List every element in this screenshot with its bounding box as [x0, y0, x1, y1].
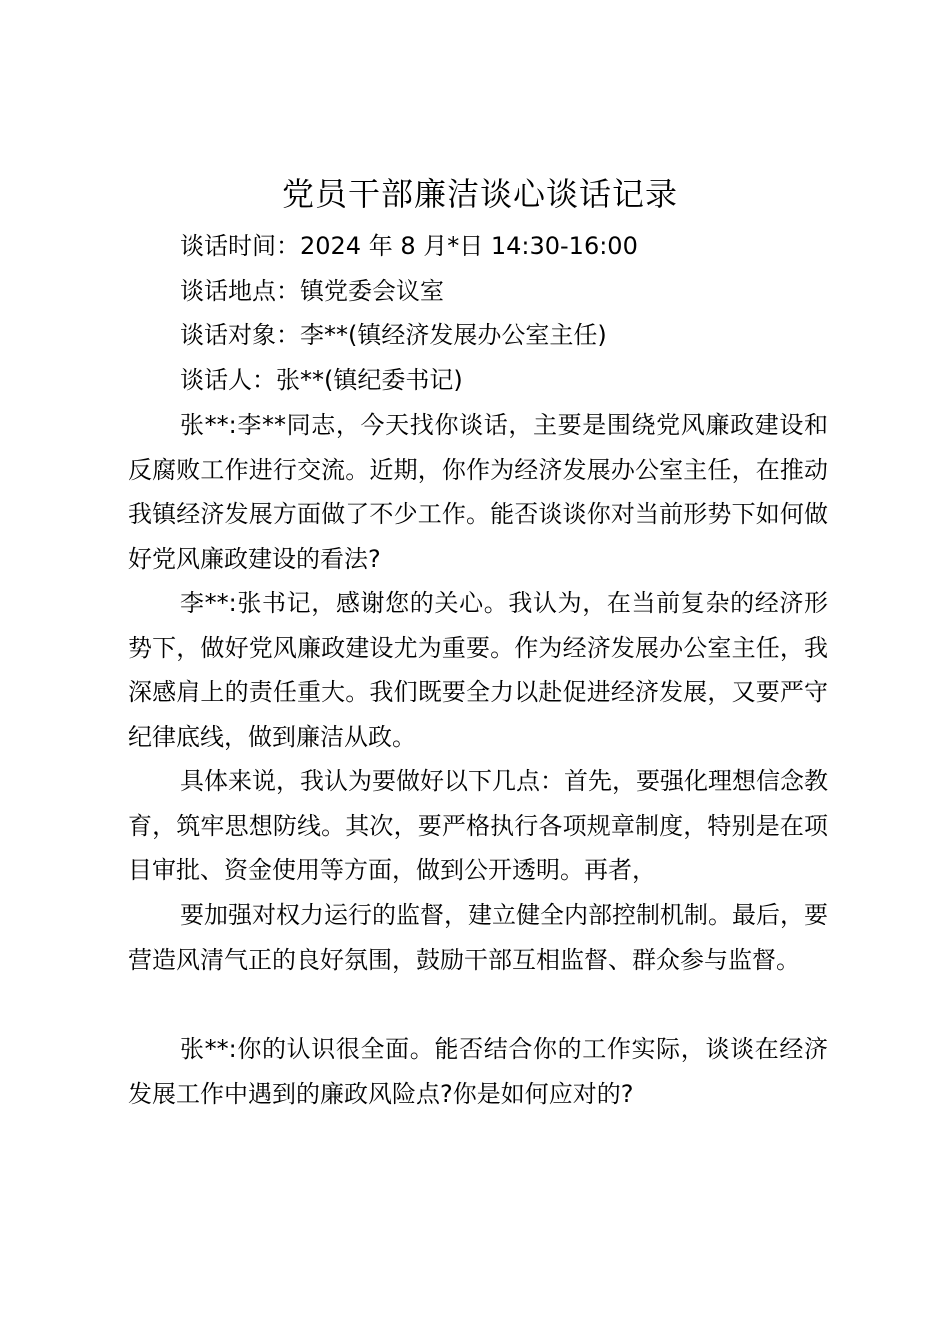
paragraph-follow-up-question: 张**:你的认识很全面。能否结合你的工作实际，谈谈在经济发展工作中遇到的廉政风险点?你是如何应对的? [128, 1035, 828, 1108]
document-title: 党员干部廉洁谈心谈话记录 [281, 175, 678, 213]
paragraph-measures-continued: 要加强对权力运行的监督，建立健全内部控制机制。最后，要营造风清气正的良好氛围，鼓励干部互相监督、群众参与监督。 [128, 901, 828, 974]
paragraph-measures: 具体来说，我认为要做好以下几点：首先，要强化理想信念教育，筑牢思想防线。其次，要严格执行各项规章制度，特别是在项目审批、资金使用等方面，做到公开透明。再者， [128, 767, 828, 884]
meeting-time: 谈话时间：2024 年 8 月*日 14:30-16:00 [180, 232, 638, 260]
meeting-interviewer: 谈话人：张**(镇纪委书记) [180, 366, 463, 394]
paragraph-opening-question: 张**:李**同志，今天找你谈话，主要是围绕党风廉政建设和反腐败工作进行交流。近期，你作为经济发展办公室主任，在推动我镇经济发展方面做了不少工作。能否谈谈你对当前形势下如何做好党风廉政建设的看法? [128, 411, 828, 573]
meeting-subject: 谈话对象：李**(镇经济发展办公室主任) [180, 321, 607, 349]
meeting-place: 谈话地点：镇党委会议室 [180, 277, 444, 305]
paragraph-response: 李**:张书记，感谢您的关心。我认为，在当前复杂的经济形势下，做好党风廉政建设尤为重要。作为经济发展办公室主任，我深感肩上的责任重大。我们既要全力以赴促进经济发展，又要严守纪律底线，做到廉洁从政。 [128, 589, 828, 751]
